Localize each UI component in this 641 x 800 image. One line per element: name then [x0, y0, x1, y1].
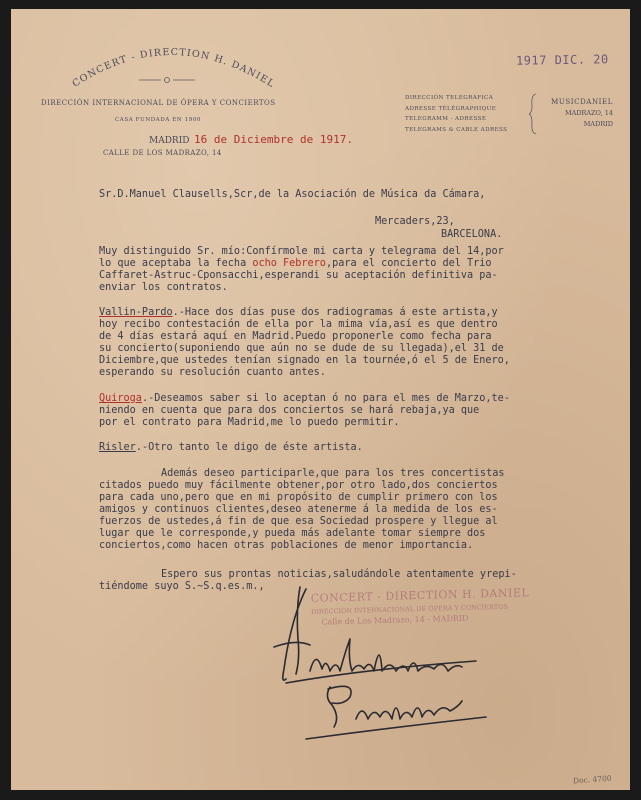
- header-founded: CASA FUNDADA EN 1900: [115, 117, 202, 123]
- stamp-subtitle: DIRECCIÓN INTERNACIONAL DE ÓPERA Y CONCIERTOS: [310, 602, 509, 616]
- telegraph-address-block: [539, 97, 613, 130]
- closing-line-1: Espero sus prontas noticias,saludándole atentamente yrepi-: [161, 569, 517, 580]
- archive-note: Doc. 4700: [572, 773, 612, 786]
- p2-line-1: Vallin-Pardo.-Hace dos días puse dos radiogramas á este artista,y: [99, 307, 498, 318]
- telegraph-block: [405, 93, 507, 135]
- p1-line-1: Muy distinguido Sr. mío:Confírmole mi carta y telegrama del 14,por: [99, 246, 504, 257]
- header-city: MADRID: [149, 136, 190, 146]
- stamp-address: Calle de Los Madrazo, 14 - MADRID: [321, 613, 469, 627]
- p2-line-6: esperando su resolución cuanto antes.: [99, 367, 326, 378]
- p1-line-4: enviar los contratos.: [99, 282, 228, 293]
- telegraph-line-3: TELEGRAMM - ADRESSE: [405, 116, 487, 122]
- telegraph-line-1: DIRECCIÓN TELEGRÁFICA: [405, 95, 494, 101]
- recipient-city: BARCELONA.: [441, 229, 503, 240]
- p2-line-3: de 4 días estará aquí en Madrid.Puedo proponerle como fecha para: [99, 331, 492, 342]
- telegraph-city: MADRID: [583, 120, 613, 128]
- recipient-street: Mercaders,23,: [375, 216, 455, 227]
- received-stamp: 1917 DIC. 20: [515, 52, 609, 68]
- p5-line-3: para cada uno,pero que en mi propósito de cumplir primero con los: [99, 492, 498, 503]
- header-subtitle: DIRECCIÓN INTERNACIONAL DE ÓPERA Y CONCIERTOS: [41, 99, 276, 107]
- p3-line-2: niendo en cuenta que para dos conciertos se hará rebaja,ya que: [99, 405, 480, 416]
- header-arched-title: [29, 21, 309, 111]
- p5-line-1: Además deseo participarle,que para los tres concertistas: [161, 468, 505, 479]
- p3-line-3: por el contrato para Madrid,me lo puedo permitir.: [99, 417, 400, 428]
- p5-line-4: amigos y continuos clientes,deseo atenerme á la medida de los es-: [99, 504, 498, 515]
- telegraph-brace: [529, 93, 537, 135]
- letter-sheet: [11, 9, 630, 790]
- p5-line-6: lugar que le corresponde,y pueda más adelante tomar siempre dos: [99, 528, 486, 539]
- header-title-text: CONCERT - DIRECTION H. DANIEL: [70, 46, 277, 91]
- highlight-date: ocho Febrero: [252, 258, 326, 269]
- p5-line-5: fuerzos de ustedes,á fin de que esa Sociedad prospere y llegue al: [99, 516, 498, 527]
- name-risler: Risler: [99, 442, 136, 453]
- p2-line-5: Diciembre,que ustedes tenían signado en la tournée,ó el 5 de Enero,: [99, 355, 510, 366]
- header-address: CALLE DE LOS MADRAZO, 14: [103, 149, 222, 157]
- p1-line-3: Caffaret-Astruc-Cponsacchi,esperandi su aceptación definitiva pa-: [99, 270, 498, 281]
- telegraph-name: MUSICDANIEL: [551, 98, 613, 106]
- p1-line-2: lo que aceptaba la fecha ocho Febrero,para el concierto del Trio: [99, 258, 492, 269]
- telegraph-line-4: TELEGRAMS & CABLE ADRESS: [405, 126, 508, 133]
- p5-line-2: citados puedo muy fácilmente obtener,por otro lado,dos conciertos: [99, 480, 498, 491]
- p2-line-2: hoy recibo contestación de ella por la mima vía,así es que dentro: [99, 319, 498, 330]
- header-ornament: [139, 69, 195, 77]
- p3-line-1: Quiroga.-Deseamos saber si lo aceptan ó no para el mes de Marzo,te-: [99, 393, 510, 404]
- p5-line-7: conciertos,como hacen otras poblaciones de menor importancia.: [99, 540, 474, 551]
- stamp-title: CONCERT - DIRECTION H. DANIEL: [310, 586, 530, 605]
- name-vallin-pardo: Vallin-Pardo: [99, 307, 173, 318]
- p2-line-4: su concierto(suponiendo que aún no se dude de su llegada),el 31 de: [99, 343, 504, 354]
- p4-line-1: Risler.-Otro tanto le digo de éste artista.: [99, 442, 363, 453]
- name-quiroga: Quiroga: [99, 393, 142, 404]
- recipient-line: Sr.D.Manuel Clausells,Scr,de la Asociación de Música da Cámara,: [99, 189, 486, 200]
- closing-line-2: tiéndome suyo S.~S.q.es.m.,: [99, 581, 265, 592]
- handwritten-signature: [266, 579, 496, 749]
- telegraph-street: MADRAZO, 14: [564, 109, 613, 117]
- telegraph-line-2: ADRESSE TÉLÉGRAPHIQUE: [405, 105, 497, 112]
- letter-date: 16 de Diciembre de 1917.: [194, 133, 353, 146]
